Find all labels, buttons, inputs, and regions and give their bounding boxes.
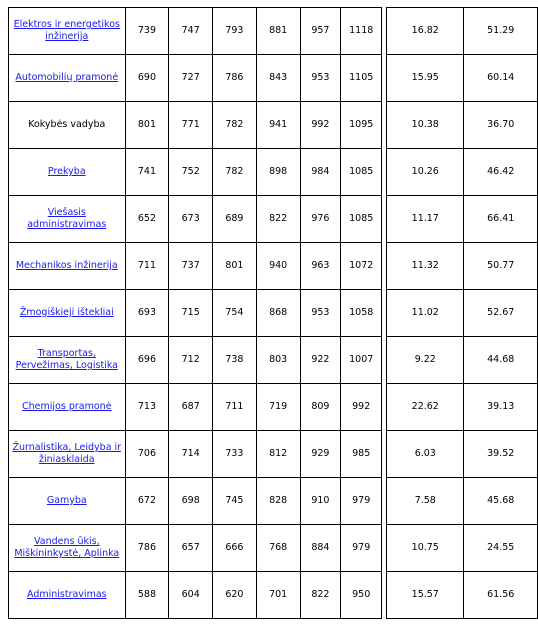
table-row bbox=[9, 572, 538, 619]
value-cell-v4: 940 bbox=[256, 243, 300, 290]
table-row bbox=[9, 196, 538, 243]
table-row bbox=[9, 478, 538, 525]
value-cell-v3: 666 bbox=[213, 525, 257, 572]
sector-cell bbox=[9, 55, 126, 102]
value-cell-v1: 739 bbox=[125, 8, 169, 55]
value-cell-v3: 782 bbox=[213, 102, 257, 149]
value-cell-v3: 711 bbox=[213, 384, 257, 431]
value-cell-v3: 754 bbox=[213, 290, 257, 337]
sector-link[interactable]: Transportas, Pervežimas, Logistika bbox=[15, 348, 118, 371]
value-cell-v5: 953 bbox=[300, 290, 341, 337]
table-row bbox=[9, 431, 538, 478]
sector-cell bbox=[9, 572, 126, 619]
value-cell-v6: 1072 bbox=[341, 243, 382, 290]
sector-cell bbox=[9, 525, 126, 572]
value-cell-v4: 868 bbox=[256, 290, 300, 337]
value-cell-v5: 976 bbox=[300, 196, 341, 243]
value-cell-v6: 1058 bbox=[341, 290, 382, 337]
sector-cell bbox=[9, 102, 126, 149]
sector-cell bbox=[9, 196, 126, 243]
value-cell-v4: 768 bbox=[256, 525, 300, 572]
value-cell-v6: 985 bbox=[341, 431, 382, 478]
value-cell-v3: 793 bbox=[213, 8, 257, 55]
value-cell-v6: 1118 bbox=[341, 8, 382, 55]
value-cell-v3: 620 bbox=[213, 572, 257, 619]
sector-link[interactable]: Vandens ūkis, Miškininkystė, Aplinka bbox=[14, 536, 120, 559]
table-row bbox=[9, 290, 538, 337]
percent-cell-1: 10.38 bbox=[387, 102, 464, 149]
value-cell-v1: 588 bbox=[125, 572, 169, 619]
sector-cell bbox=[9, 337, 126, 384]
sector-link[interactable]: Gamyba bbox=[46, 495, 87, 506]
value-cell-v5: 809 bbox=[300, 384, 341, 431]
table-row bbox=[9, 384, 538, 431]
value-cell-v2: 714 bbox=[169, 431, 213, 478]
sector-link[interactable]: Chemijos pramonė bbox=[22, 401, 112, 412]
sector-link[interactable]: Žurnalistika, Leidyba ir žiniasklaida bbox=[12, 442, 122, 465]
sector-cell bbox=[9, 478, 126, 525]
value-cell-v5: 884 bbox=[300, 525, 341, 572]
sector-link[interactable]: Prekyba bbox=[47, 166, 86, 177]
percent-cell-1: 7.58 bbox=[387, 478, 464, 525]
value-cell-v5: 984 bbox=[300, 149, 341, 196]
value-cell-v3: 689 bbox=[213, 196, 257, 243]
sector-link[interactable]: Žmogiškieji ištekliai bbox=[19, 307, 114, 318]
sector-label: Kokybės vadyba bbox=[28, 119, 106, 130]
sector-link[interactable]: Automobilių pramonė bbox=[15, 72, 119, 83]
value-cell-v6: 1085 bbox=[341, 149, 382, 196]
value-cell-v1: 693 bbox=[125, 290, 169, 337]
value-cell-v6: 992 bbox=[341, 384, 382, 431]
percent-cell-2: 44.68 bbox=[464, 337, 538, 384]
value-cell-v2: 727 bbox=[169, 55, 213, 102]
percent-cell-2: 61.56 bbox=[464, 572, 538, 619]
value-cell-v5: 957 bbox=[300, 8, 341, 55]
value-cell-v2: 657 bbox=[169, 525, 213, 572]
percent-cell-1: 6.03 bbox=[387, 431, 464, 478]
salary-table bbox=[8, 7, 538, 619]
value-cell-v3: 782 bbox=[213, 149, 257, 196]
value-cell-v2: 673 bbox=[169, 196, 213, 243]
percent-cell-2: 66.41 bbox=[464, 196, 538, 243]
value-cell-v3: 733 bbox=[213, 431, 257, 478]
table-body bbox=[9, 8, 538, 619]
value-cell-v6: 1105 bbox=[341, 55, 382, 102]
value-cell-v3: 745 bbox=[213, 478, 257, 525]
sector-cell bbox=[9, 431, 126, 478]
table-row bbox=[9, 243, 538, 290]
value-cell-v5: 922 bbox=[300, 337, 341, 384]
value-cell-v5: 963 bbox=[300, 243, 341, 290]
percent-cell-1: 9.22 bbox=[387, 337, 464, 384]
sector-cell bbox=[9, 243, 126, 290]
value-cell-v2: 752 bbox=[169, 149, 213, 196]
value-cell-v4: 701 bbox=[256, 572, 300, 619]
value-cell-v1: 672 bbox=[125, 478, 169, 525]
value-cell-v6: 950 bbox=[341, 572, 382, 619]
percent-cell-1: 16.82 bbox=[387, 8, 464, 55]
sector-cell bbox=[9, 149, 126, 196]
percent-cell-2: 46.42 bbox=[464, 149, 538, 196]
sector-cell bbox=[9, 8, 126, 55]
value-cell-v5: 929 bbox=[300, 431, 341, 478]
value-cell-v4: 881 bbox=[256, 8, 300, 55]
value-cell-v5: 822 bbox=[300, 572, 341, 619]
percent-cell-1: 22.62 bbox=[387, 384, 464, 431]
value-cell-v1: 711 bbox=[125, 243, 169, 290]
table-row bbox=[9, 525, 538, 572]
percent-cell-2: 52.67 bbox=[464, 290, 538, 337]
value-cell-v1: 696 bbox=[125, 337, 169, 384]
value-cell-v4: 822 bbox=[256, 196, 300, 243]
value-cell-v6: 979 bbox=[341, 478, 382, 525]
value-cell-v2: 604 bbox=[169, 572, 213, 619]
percent-cell-1: 11.17 bbox=[387, 196, 464, 243]
value-cell-v3: 786 bbox=[213, 55, 257, 102]
value-cell-v6: 1095 bbox=[341, 102, 382, 149]
value-cell-v1: 741 bbox=[125, 149, 169, 196]
value-cell-v6: 1085 bbox=[341, 196, 382, 243]
percent-cell-1: 11.32 bbox=[387, 243, 464, 290]
percent-cell-2: 24.55 bbox=[464, 525, 538, 572]
value-cell-v2: 712 bbox=[169, 337, 213, 384]
sector-cell bbox=[9, 290, 126, 337]
value-cell-v4: 719 bbox=[256, 384, 300, 431]
percent-cell-1: 15.95 bbox=[387, 55, 464, 102]
value-cell-v1: 706 bbox=[125, 431, 169, 478]
table-row bbox=[9, 102, 538, 149]
sector-link[interactable]: Elektros ir energetikos inžinerija bbox=[13, 19, 120, 42]
table-row bbox=[9, 8, 538, 55]
value-cell-v6: 1007 bbox=[341, 337, 382, 384]
value-cell-v3: 801 bbox=[213, 243, 257, 290]
value-cell-v2: 698 bbox=[169, 478, 213, 525]
percent-cell-2: 39.13 bbox=[464, 384, 538, 431]
value-cell-v6: 979 bbox=[341, 525, 382, 572]
sector-cell bbox=[9, 384, 126, 431]
value-cell-v4: 828 bbox=[256, 478, 300, 525]
value-cell-v4: 803 bbox=[256, 337, 300, 384]
sector-link[interactable]: Administravimas bbox=[26, 589, 107, 600]
sector-link[interactable]: Viešasis administravimas bbox=[27, 207, 107, 230]
table-row bbox=[9, 149, 538, 196]
value-cell-v4: 843 bbox=[256, 55, 300, 102]
value-cell-v4: 812 bbox=[256, 431, 300, 478]
value-cell-v2: 737 bbox=[169, 243, 213, 290]
percent-cell-2: 51.29 bbox=[464, 8, 538, 55]
value-cell-v2: 715 bbox=[169, 290, 213, 337]
table-row bbox=[9, 337, 538, 384]
value-cell-v1: 786 bbox=[125, 525, 169, 572]
value-cell-v5: 953 bbox=[300, 55, 341, 102]
value-cell-v5: 992 bbox=[300, 102, 341, 149]
percent-cell-2: 45.68 bbox=[464, 478, 538, 525]
sector-link[interactable]: Mechanikos inžinerija bbox=[15, 260, 118, 271]
percent-cell-1: 10.75 bbox=[387, 525, 464, 572]
percent-cell-1: 15.57 bbox=[387, 572, 464, 619]
value-cell-v2: 687 bbox=[169, 384, 213, 431]
percent-cell-2: 36.70 bbox=[464, 102, 538, 149]
value-cell-v2: 747 bbox=[169, 8, 213, 55]
value-cell-v1: 713 bbox=[125, 384, 169, 431]
percent-cell-2: 60.14 bbox=[464, 55, 538, 102]
value-cell-v1: 690 bbox=[125, 55, 169, 102]
percent-cell-1: 10.26 bbox=[387, 149, 464, 196]
percent-cell-2: 39.52 bbox=[464, 431, 538, 478]
percent-cell-2: 50.77 bbox=[464, 243, 538, 290]
value-cell-v4: 898 bbox=[256, 149, 300, 196]
value-cell-v3: 738 bbox=[213, 337, 257, 384]
value-cell-v4: 941 bbox=[256, 102, 300, 149]
percent-cell-1: 11.02 bbox=[387, 290, 464, 337]
value-cell-v5: 910 bbox=[300, 478, 341, 525]
value-cell-v2: 771 bbox=[169, 102, 213, 149]
value-cell-v1: 652 bbox=[125, 196, 169, 243]
table-row bbox=[9, 55, 538, 102]
value-cell-v1: 801 bbox=[125, 102, 169, 149]
